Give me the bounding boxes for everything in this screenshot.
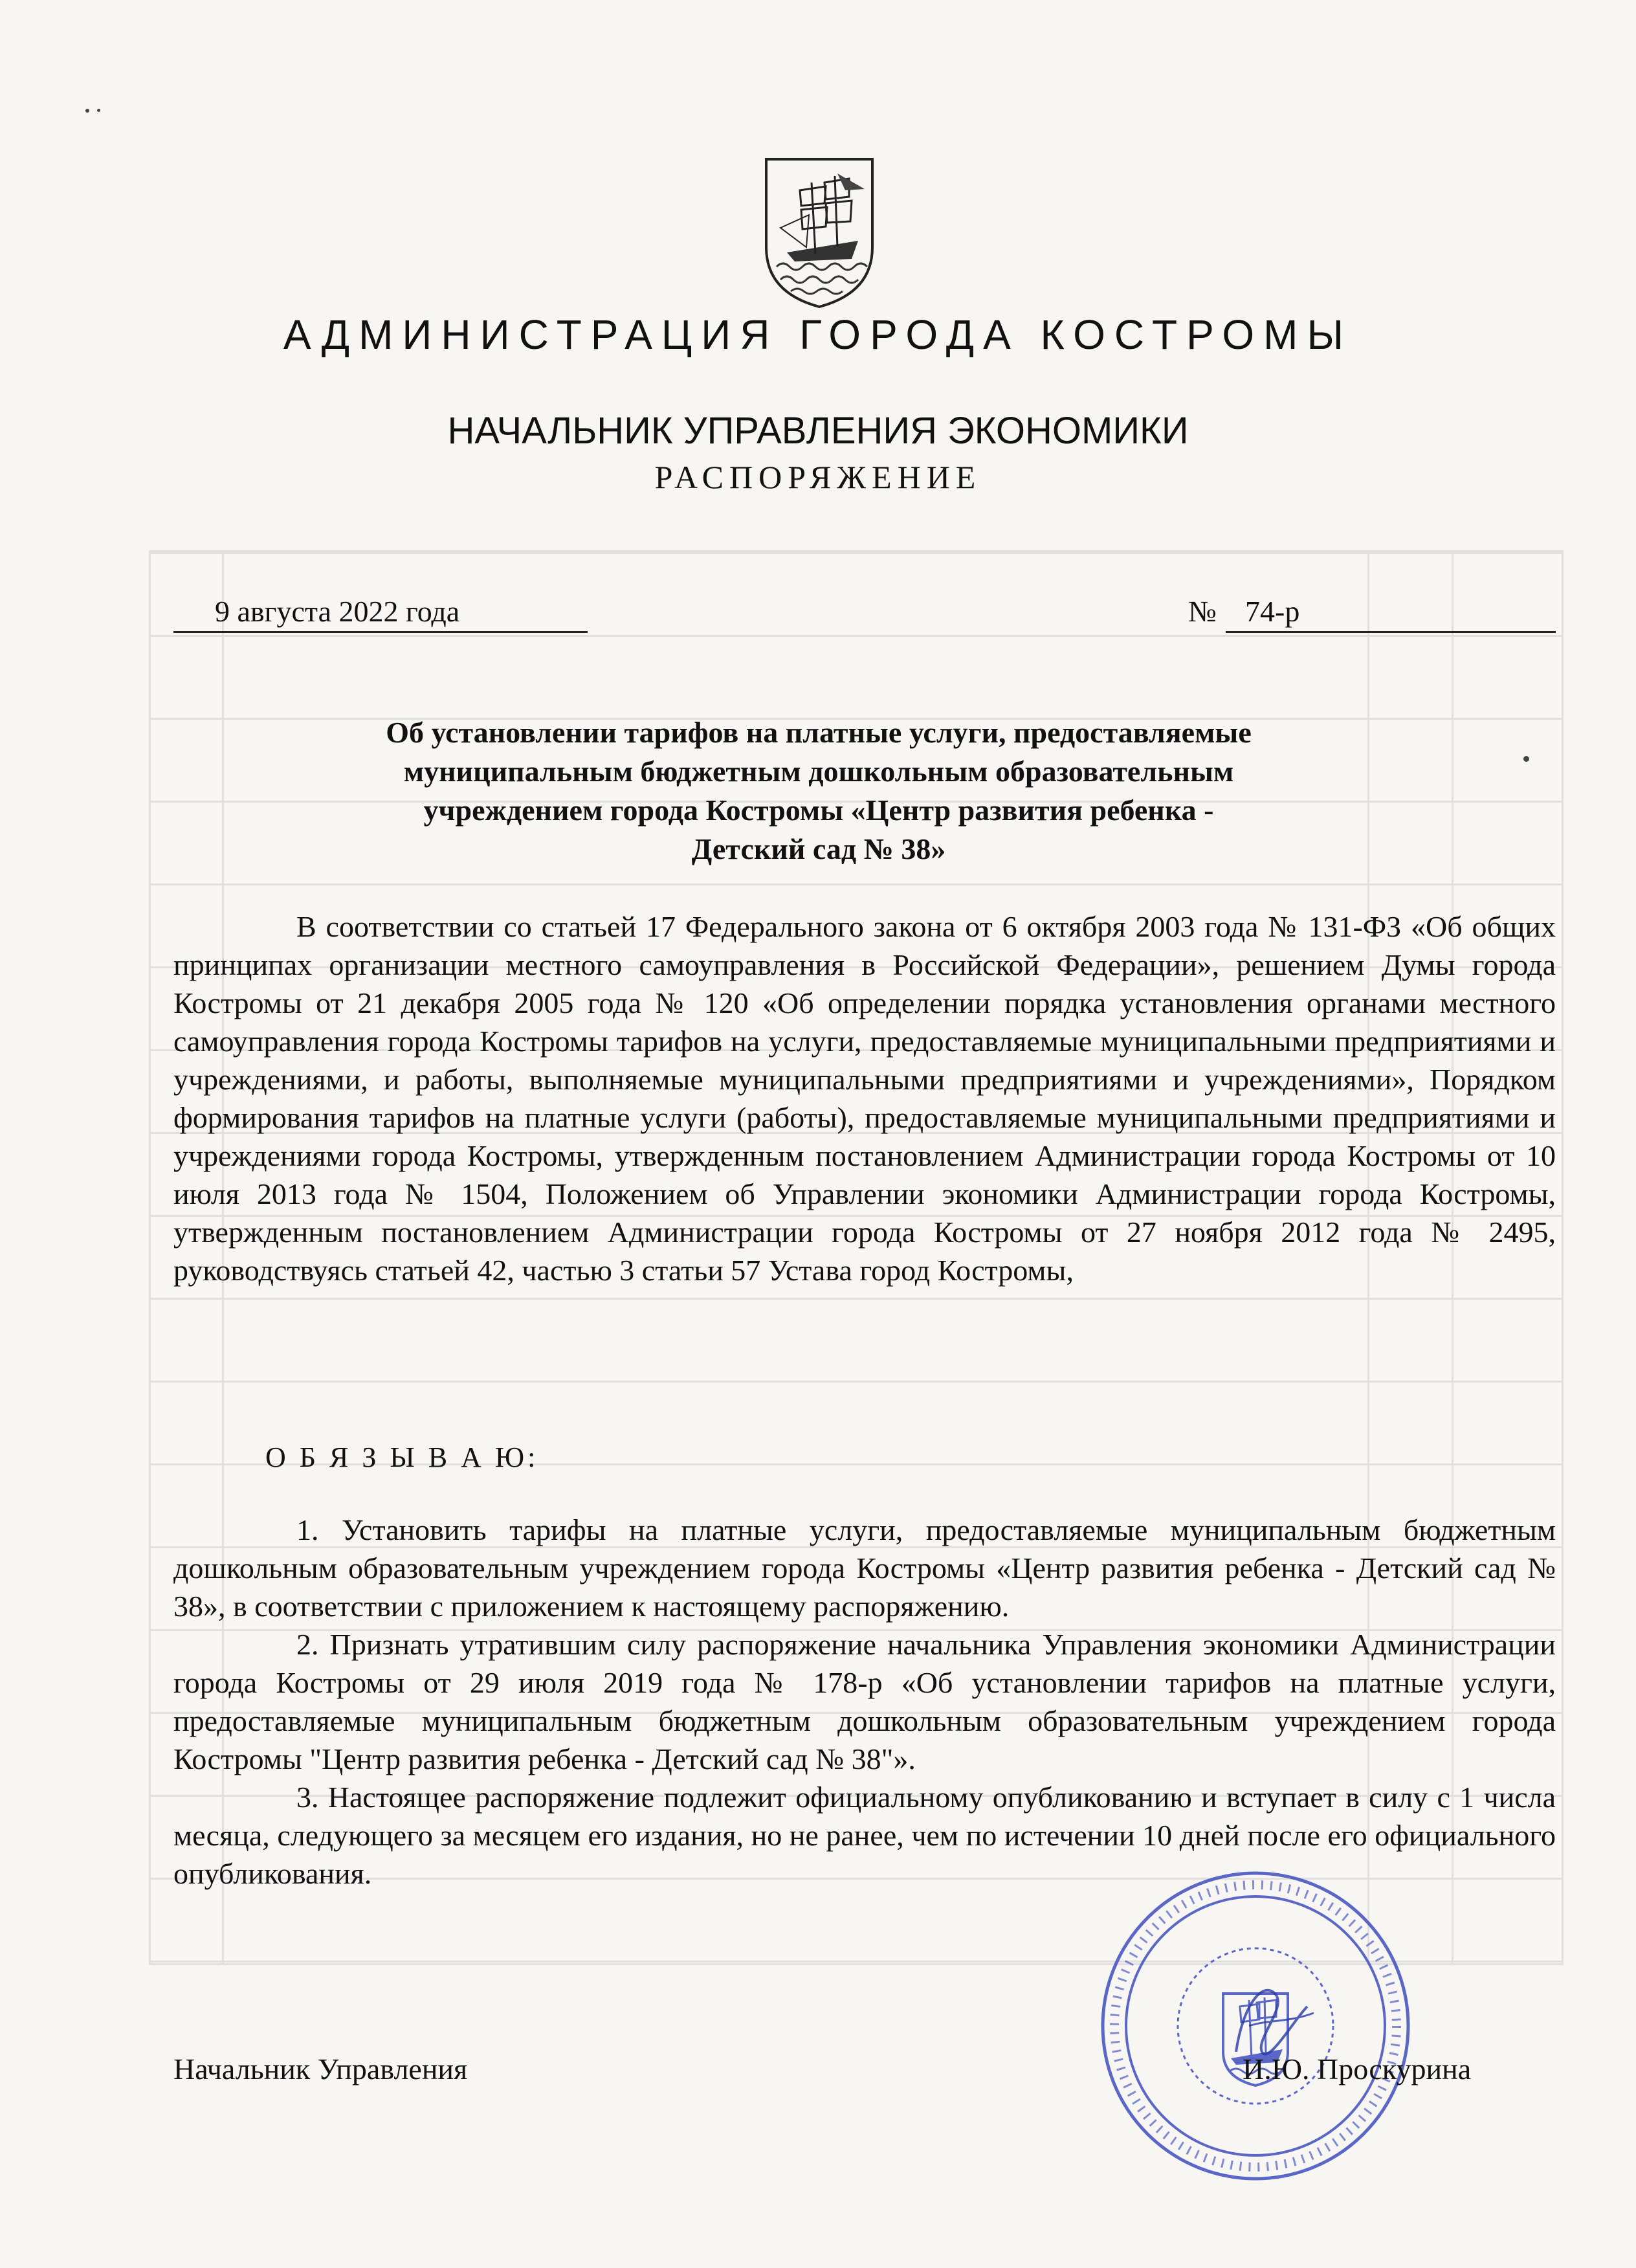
organization-title: АДМИНИСТРАЦИЯ ГОРОДА КОСТРОМЫ — [283, 311, 1353, 358]
signatory-name: И.Ю. Проскурина — [1243, 2052, 1472, 2085]
number-label: № — [1188, 595, 1217, 628]
document-type: РАСПОРЯЖЕНИЕ — [654, 459, 982, 495]
item-paragraph: 3. Настоящее распоряжение подлежит официальному опубликованию и вступает в силу с 1 числа месяца, следующего за месяцем его издания, но не ранее, чем по истечении 10 дней после его официального опубликования. — [173, 1781, 1556, 1890]
scan-speck — [97, 109, 100, 112]
subject-line: Детский сад № 38» — [691, 832, 946, 865]
kostroma-coat-of-arms-icon — [755, 150, 884, 312]
subject-line: Об установлении тарифов на платные услуги, предоставляемые — [386, 716, 1252, 749]
signatory-position: Начальник Управления — [173, 2052, 468, 2085]
position-title: НАЧАЛЬНИК УПРАВЛЕНИЯ ЭКОНОМИКИ — [447, 410, 1189, 452]
subject-line: муниципальным бюджетным дошкольным образовательным — [403, 755, 1234, 788]
item-paragraph: 2. Признать утратившим силу распоряжение начальника Управления экономики Администрации города Костромы от 29 июля 2019 года № 178-р «Об установлении тарифов на платные услуги, предоставляемые муниципальным бюджетным дошкольным образовательным учреждением города Костромы "Центр развития ребенка - Детский сад № 38"». — [173, 1628, 1556, 1775]
document-date: 9 августа 2022 года — [173, 594, 588, 633]
document-subject — [259, 713, 1378, 869]
document-number: 74-р — [1226, 594, 1556, 633]
scan-speck — [1523, 756, 1529, 762]
document-items — [173, 1511, 1556, 1893]
scan-speck — [85, 109, 89, 113]
document-preamble — [173, 907, 1556, 1289]
item-paragraph: 1. Установить тарифы на платные услуги, предоставляемые муниципальным бюджетным дошкольным образовательным учреждением города Костромы «Центр развития ребенка - Детский сад № 38», в соответствии с приложением к настоящему распоряжению. — [173, 1513, 1556, 1623]
obligate-heading: О Б Я З Ы В А Ю: — [265, 1441, 539, 1473]
preamble-paragraph: В соответствии со статьей 17 Федерального закона от 6 октября 2003 года № 131-ФЗ «Об общих принципах организации местного самоуправления в Российской Федерации», решением Думы города Костромы от 21 декабря 2005 года № 120 «Об определении порядка установления органами местного самоуправления города Костромы тарифов на услуги, предоставляемые муниципальными предприятиями и учреждениями, и работы, выполняемые муниципальными предприятиями и учреждениями», Порядком формирования тарифов на платные услуги (работы), предоставляемые муниципальными предприятиями и учреждениями города Костромы, утвержденным постановлением Администрации города Костромы от 10 июля 2013 года № 1504, Положением об Управлении экономики Администрации города Костромы, утвержденным постановлением Администрации города Костромы от 27 ноября 2012 года № 2495, руководствуясь статьей 42, частью 3 статьи 57 Устава город Костромы, — [173, 910, 1556, 1287]
subject-line: учреждением города Костромы «Центр развития ребенка - — [423, 794, 1214, 827]
